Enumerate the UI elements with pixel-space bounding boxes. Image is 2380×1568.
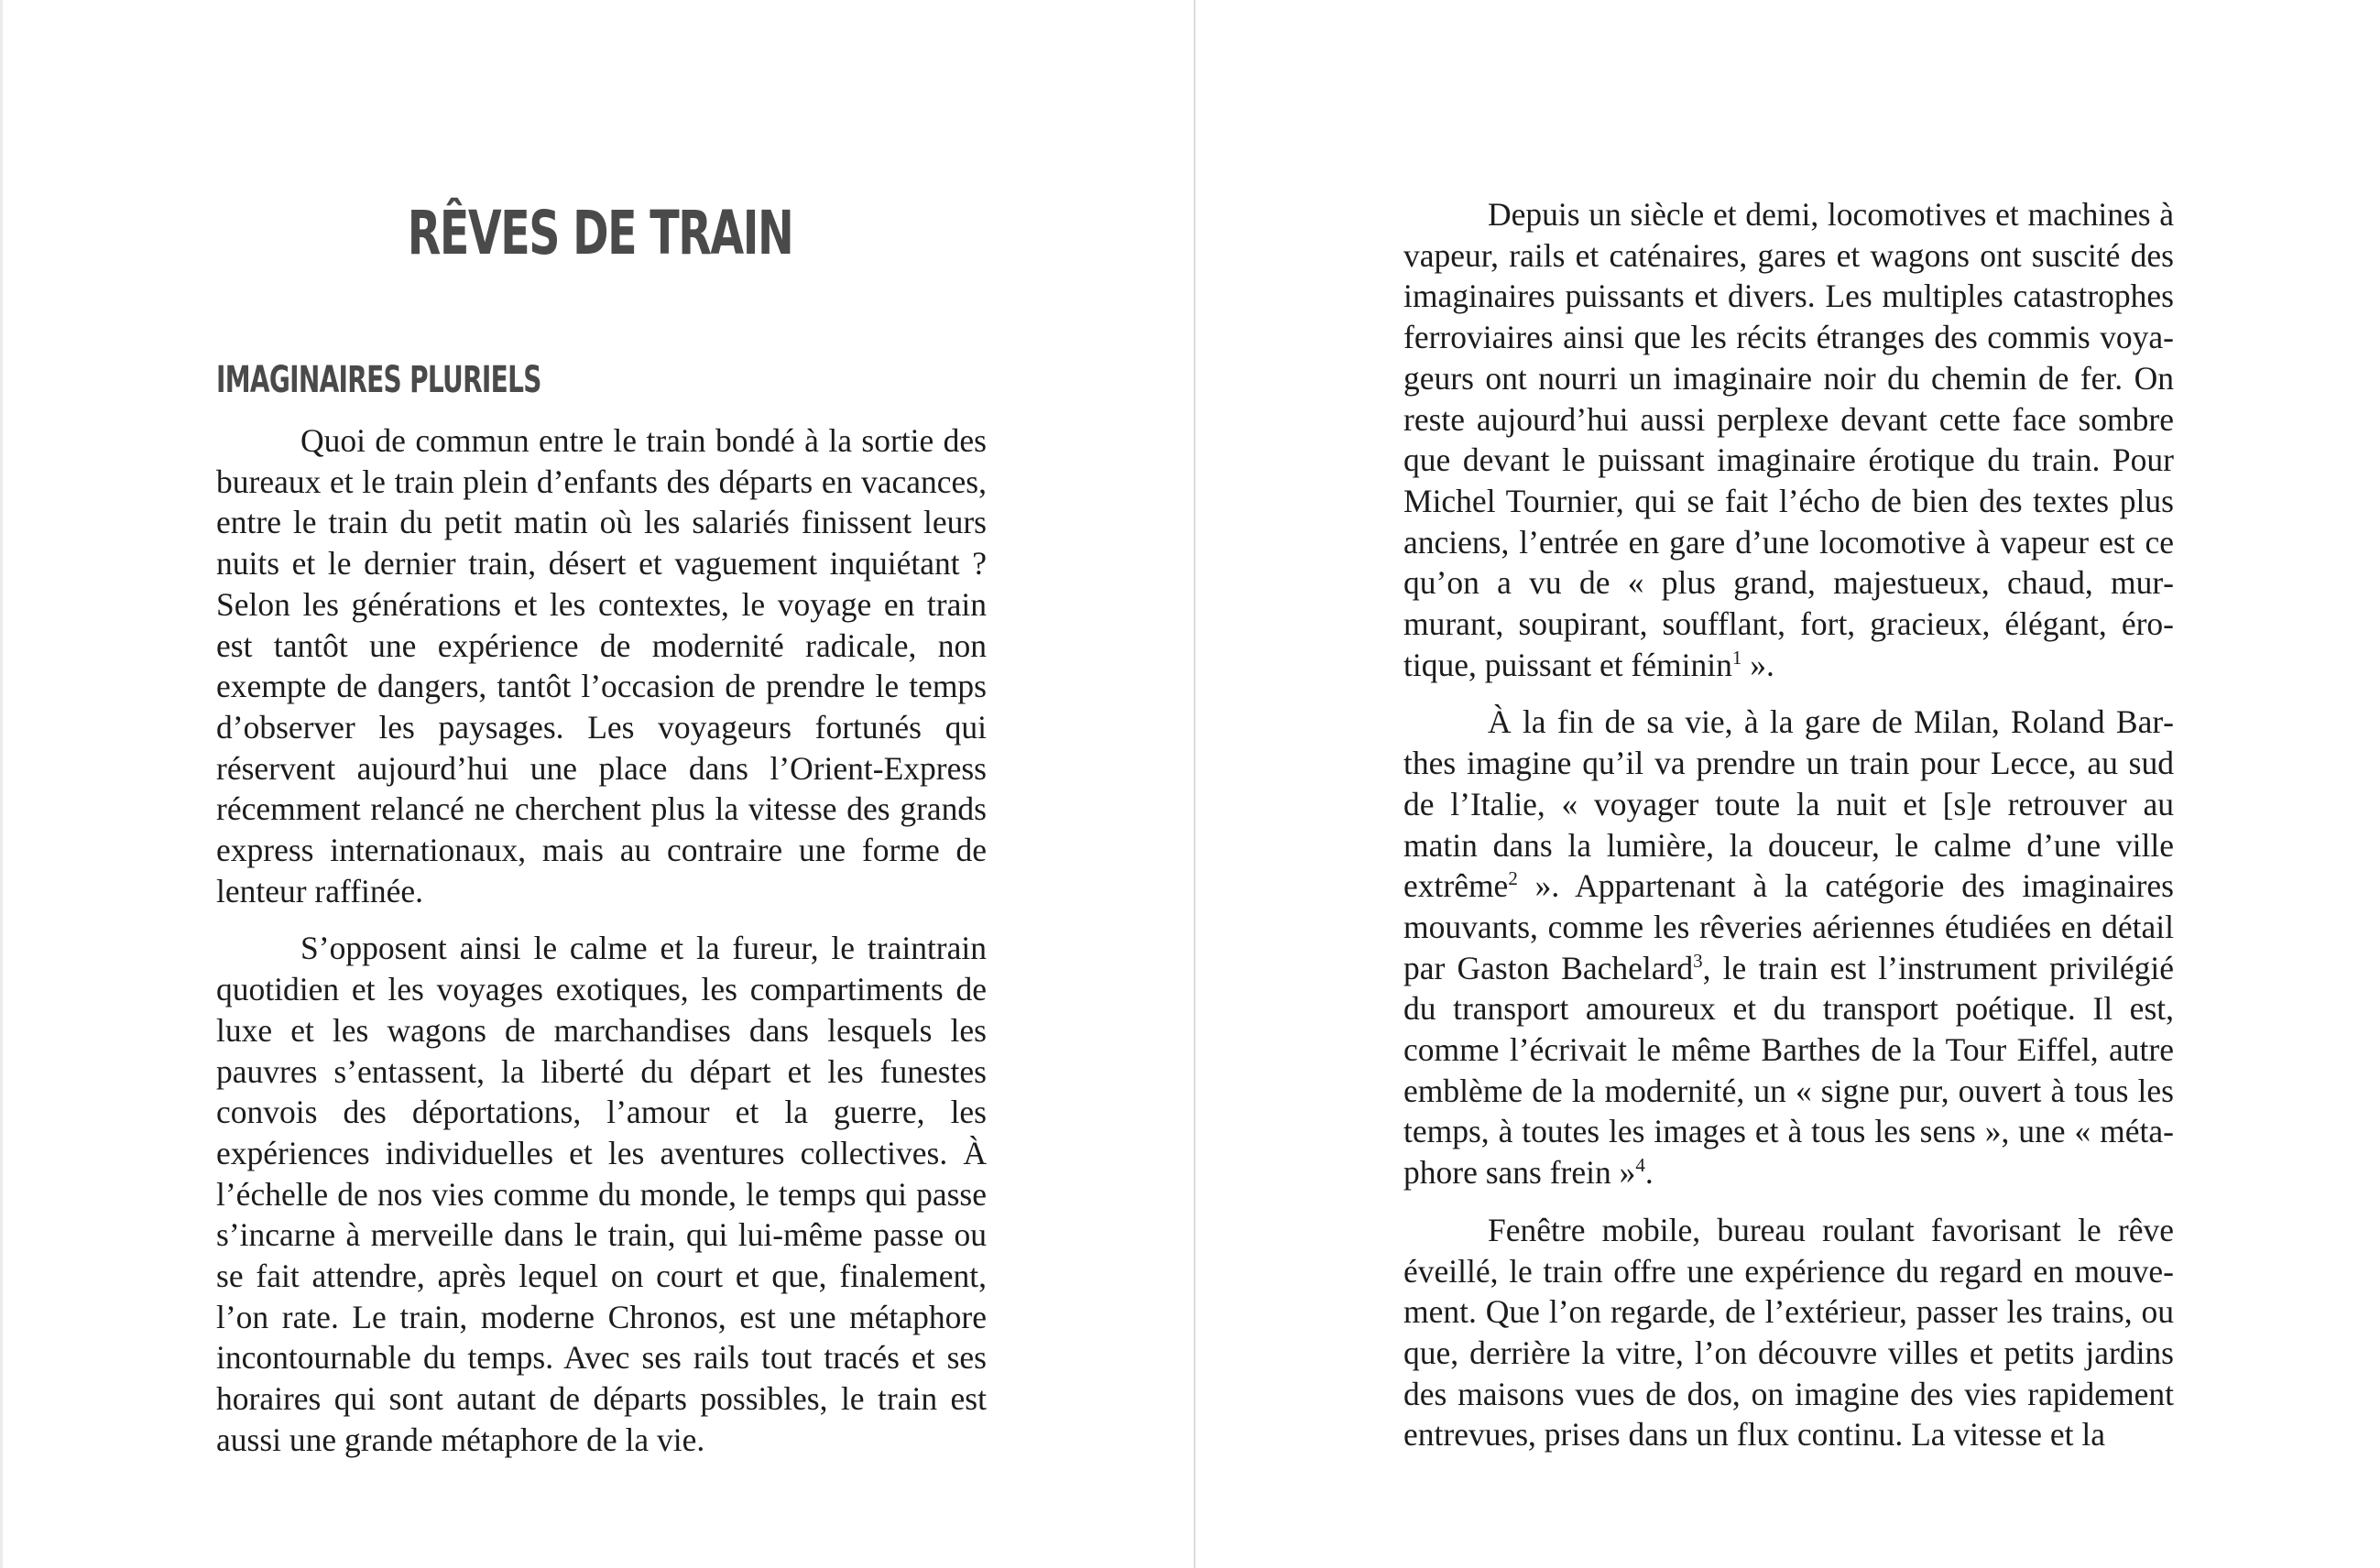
right-page-body (1403, 194, 2174, 1472)
paragraph-text: ». (1741, 646, 1774, 683)
paragraph (1403, 194, 2174, 685)
paragraph: S’opposent ainsi le calme et la fureur, le traintrain quotidien et les voyages exotiques, les compartiments de luxe et les wagons de marchandises dans lesquels les pauvres s’entassent, la liberté du départ et les funestes convois des déportations, l’amour et la guerre, les expériences individuelles et les aventures collectives. À l’échelle de nos vies comme du monde, le temps qui passe s’incarne à merveille dans le train, qui lui-même passe ou se fait attendre, après lequel on court et que, finalement, l’on rate. Le train, moderne Chronos, est une métaphore incontournable du temps. Avec ses rails tout tracés et ses horaires qui sont autant de départs possibles, le train est aussi une grande métaphore de la vie. (216, 930, 987, 1458)
paragraph: Quoi de commun entre le train bondé à la sortie des bureaux et le train plein d’enfants des départs en vacances, entre le train du petit matin où les salariés finissent leurs nuits et le dernier train, désert et vaguement inquiétant ? Selon les générations et les contextes, le voyage en train est tantôt une expérience de modernité radicale, non exempte de dangers, tantôt l’occasion de prendre le temps d’observer les paysages. Les voyageurs fortunés qui réservent aujourd’hui une place dans l’Orient-Express récemment relancé ne cherchent plus la vitesse des grands express internationaux, mais au contraire une forme de lenteur raffinée. (216, 422, 987, 909)
paragraph (1403, 702, 2174, 1192)
page-edge (0, 0, 3, 1568)
paragraph: Fenêtre mobile, bureau roulant favorisant le rêve éveillé, le train offre une expérience du regard en mouvement. Que l’on regarde, de l’extérieur, passer les trains, ou que, derrière la vitre, l’on découvre villes et petits jardins des maisons vues de dos, on imagine des vies rapidement entrevues, prises dans un flux continu. La vitesse et la (1403, 1211, 2174, 1454)
chapter-title: RÊVES DE TRAIN (407, 198, 793, 268)
section-heading: IMAGINAIRES PLURIELS (216, 359, 541, 401)
paragraph-text: À la fin de sa vie, à la gare de Milan, Roland Barthes imagine qu’il va prendre un train pour Lecce, au sud de l’Italie, « voyager toute la nuit et [s]e retrouver au matin dans la lumière, la douceur, le calme d’une ville extrême (1403, 703, 2174, 905)
footnote-reference: 2 (1508, 867, 1518, 890)
paragraph-text: . (1644, 1154, 1654, 1192)
paragraph-text: Depuis un siècle et demi, locomotives et machines à vapeur, rails et caténaires, gares et wagons ont suscité des imaginaires puissants et divers. Les multiples catastrophes ferroviaires ainsi que les récits étranges des commis voyageurs ont nourri un imaginaire noir du chemin de fer. On reste aujourd’hui aussi perplexe devant cette face sombre que devant le puissant imaginaire érotique du train. Pour Michel Tournier, qui se fait l’écho de bien des textes plus anciens, l’entrée en gare d’une locomotive à vapeur est ce qu’on a vu de « plus grand, majestueux, chaud, murmurant, soupirant, soufflant, fort, gracieux, élégant, érotique, puissant et féminin (1403, 196, 2174, 683)
footnote-reference: 3 (1693, 949, 1703, 972)
footnote-reference: 4 (1635, 1154, 1645, 1177)
footnote-reference: 1 (1731, 646, 1742, 669)
paragraph-text: ». Appartenant à la catégorie des imaginaires mouvants, comme les rêveries aériennes étudiées en détail par Gaston Bachelard (1403, 867, 2174, 986)
book-gutter (1194, 0, 1195, 1568)
left-page-body (216, 420, 987, 1477)
paragraph-text: , le train est l’instrument privilégié du transport amoureux et du transport poétique. Il est, comme l’écrivait le même Barthes de la Tour Eiffel, autre emblème de la modernité, un « signe pur, ouvert à tous les temps, à toutes les images et à tous les sens », une « métaphore sans frein » (1403, 949, 2174, 1192)
